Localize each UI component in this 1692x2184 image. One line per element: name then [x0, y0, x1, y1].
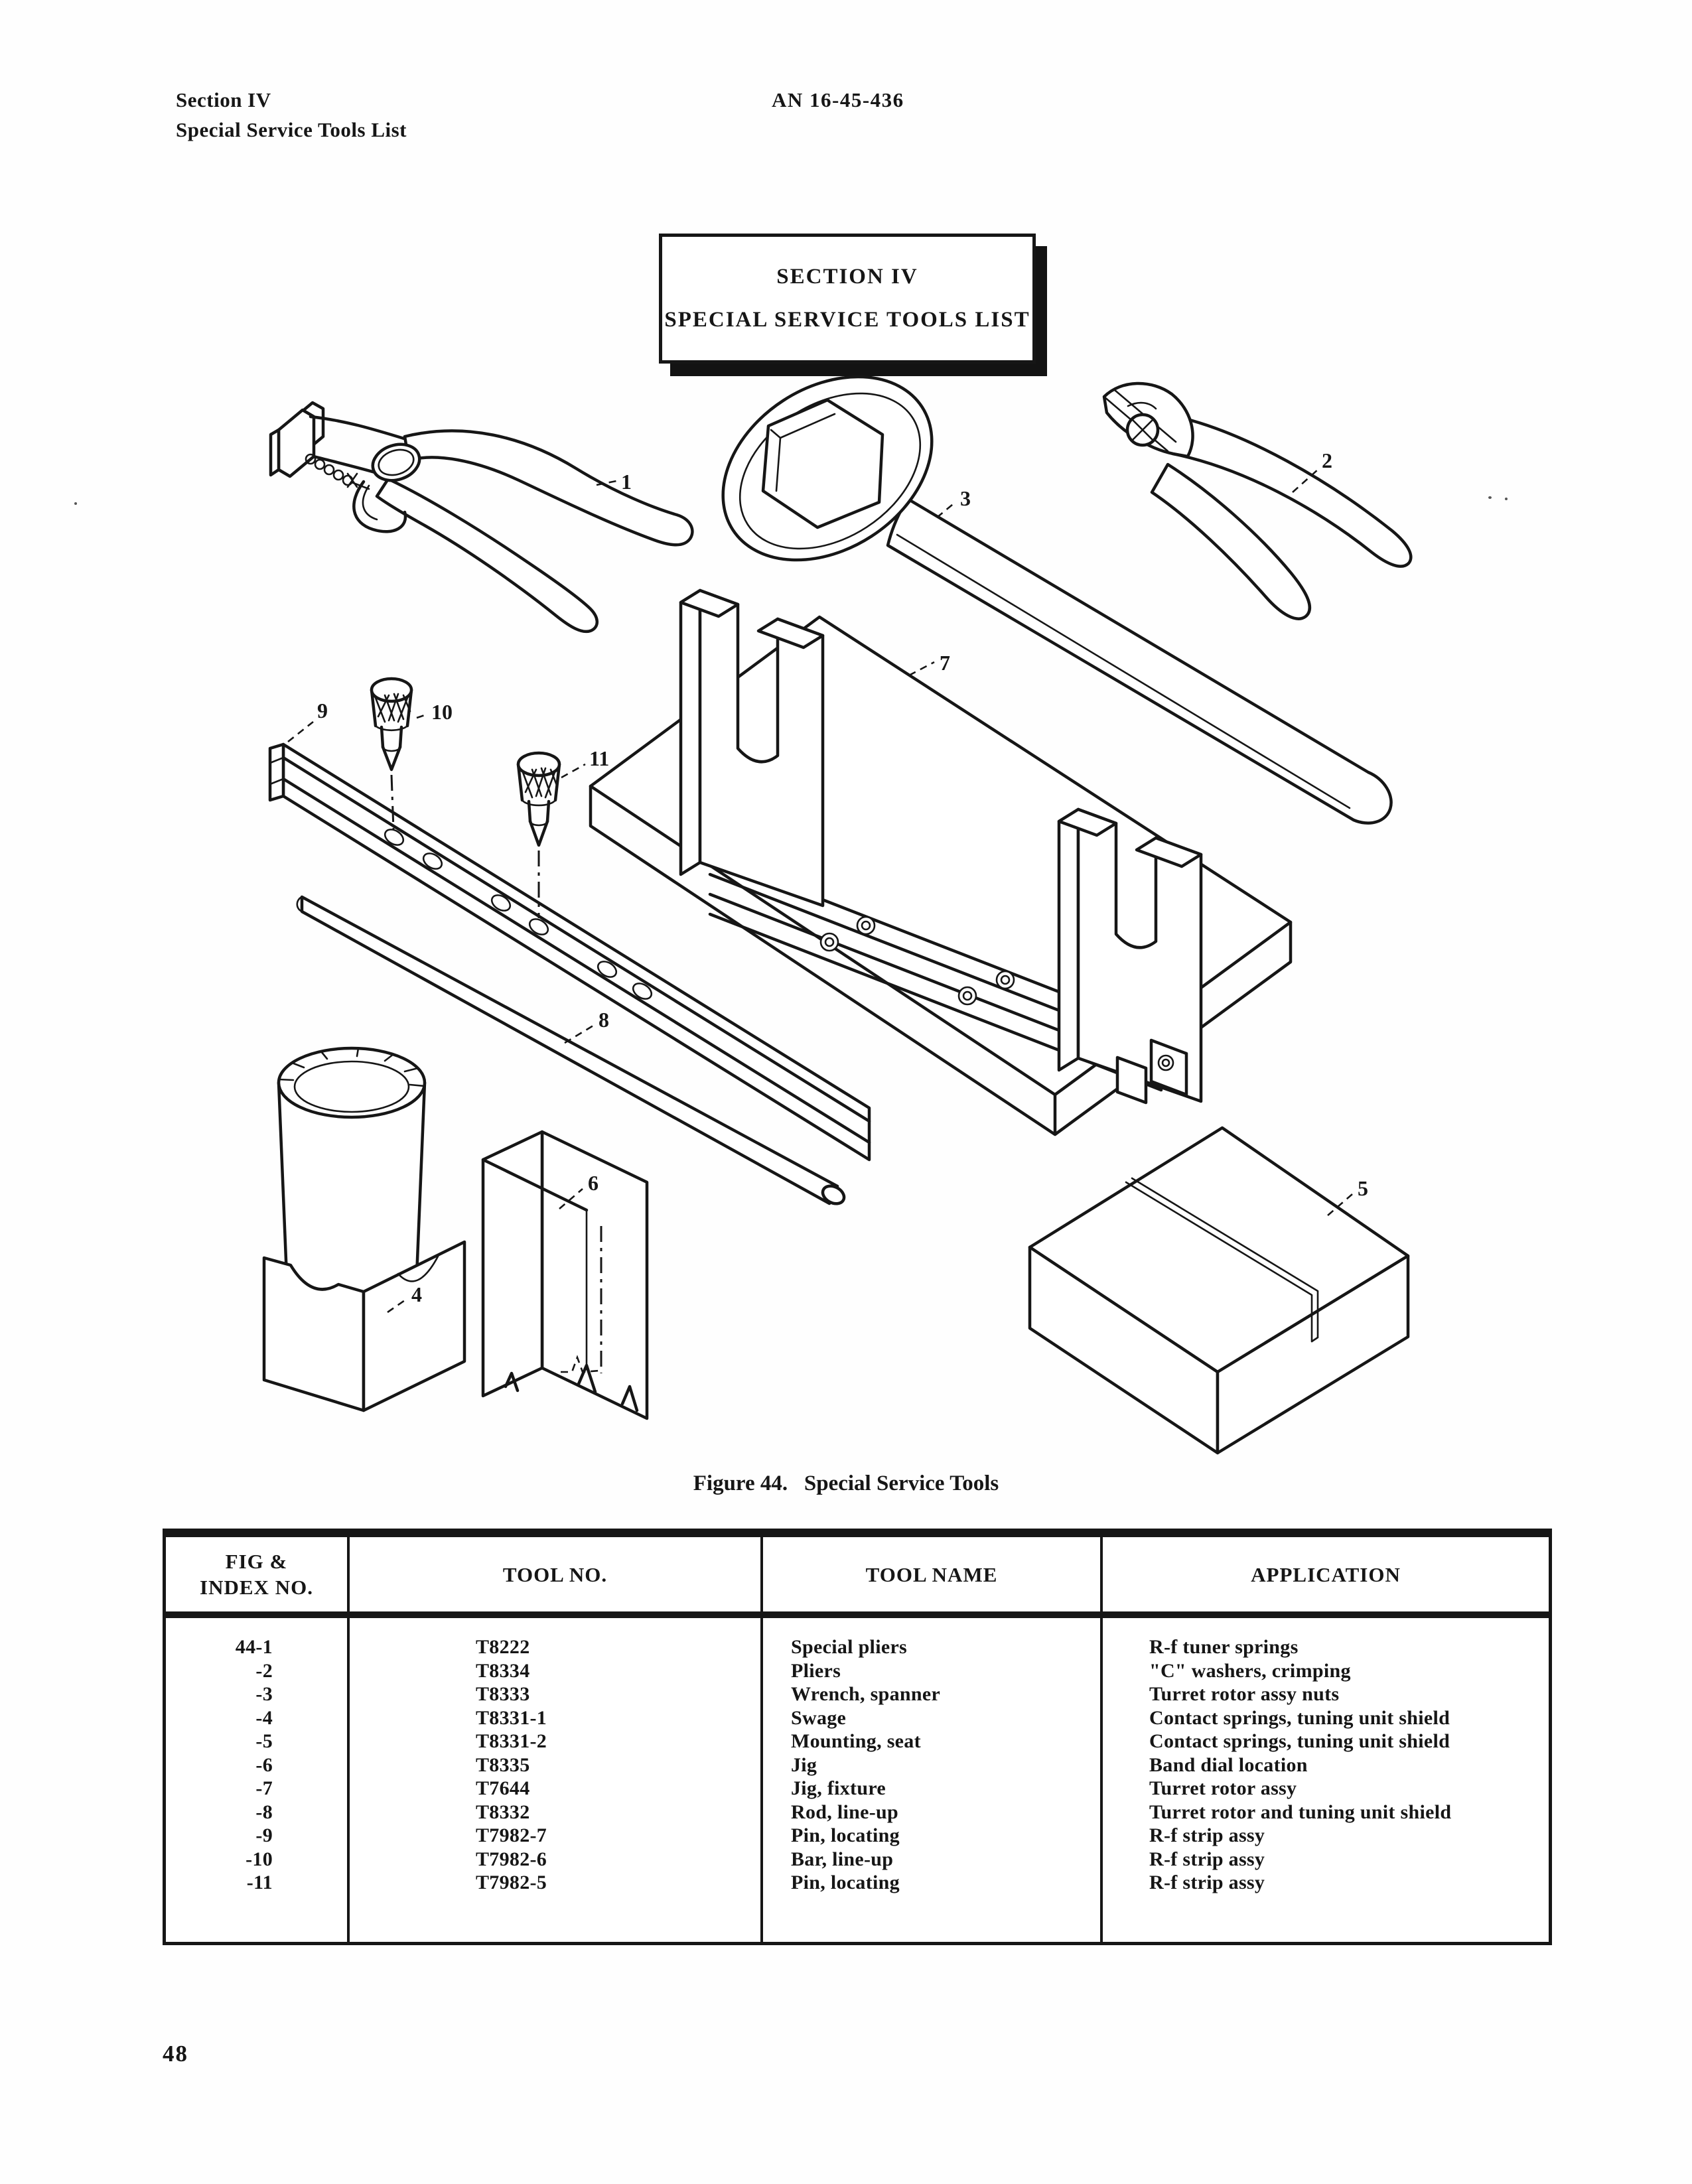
column-application: [1100, 1618, 1549, 1942]
table-cell: -9: [255, 1824, 273, 1846]
figure-caption: Figure 44. Special Service Tools: [693, 1471, 999, 1495]
column-tool-no: [347, 1618, 760, 1942]
callout-11: 11: [589, 746, 610, 770]
section-title-line1: SECTION IV: [776, 265, 918, 289]
callout-10: 10: [431, 700, 453, 724]
table-cell: Contact springs, tuning unit shield: [1149, 1706, 1450, 1729]
table-cell: -6: [255, 1753, 273, 1776]
table-header-row: [166, 1537, 1549, 1618]
table-cell: Pliers: [791, 1659, 841, 1682]
callout-3: 3: [960, 486, 971, 510]
table-cell: "C" washers, crimping: [1149, 1659, 1351, 1682]
column-fig-index: [166, 1618, 347, 1942]
tool-2-diagonal-pliers: [1104, 383, 1411, 619]
scan-speckle: [1488, 496, 1492, 499]
table-cell: 44-1: [235, 1636, 273, 1658]
table-cell: Turret rotor assy: [1149, 1777, 1297, 1799]
table-cell: Rod, line-up: [791, 1801, 898, 1823]
table-cell: -2: [255, 1659, 273, 1682]
section-label: Section IV: [176, 88, 271, 111]
table-cell: -7: [255, 1777, 273, 1799]
table-cell: T8335: [476, 1753, 530, 1776]
callout-9: 9: [317, 699, 328, 722]
header-tool-no: TOOL NO.: [347, 1537, 760, 1611]
callout-5: 5: [1358, 1176, 1368, 1200]
table-cell: Mounting, seat: [791, 1730, 921, 1752]
table-cell: Bar, line-up: [791, 1848, 894, 1870]
callout-7: 7: [940, 651, 950, 675]
tools-table: [163, 1529, 1552, 1945]
table-cell: -10: [246, 1848, 273, 1870]
table-cell: T8222: [476, 1636, 530, 1658]
table-cell: Contact springs, tuning unit shield: [1149, 1730, 1450, 1752]
table-cell: R-f strip assy: [1149, 1848, 1265, 1870]
table-cell: Pin, locating: [791, 1824, 900, 1846]
scan-speckle: [74, 502, 77, 505]
table-cell: -3: [255, 1683, 273, 1705]
callout-6: 6: [588, 1171, 599, 1195]
table-cell: T7982-5: [476, 1872, 547, 1893]
table-cell: T8331-1: [476, 1706, 547, 1729]
tool-5-jig-box: [1030, 1128, 1408, 1453]
tool-1-special-pliers: [271, 403, 692, 632]
table-cell: Jig, fixture: [791, 1777, 886, 1799]
section-title-line2: SPECIAL SERVICE TOOLS LIST: [664, 308, 1030, 332]
table-cell: T7982-6: [476, 1848, 547, 1870]
table-cell: Special pliers: [791, 1636, 908, 1658]
table-cell: R-f tuner springs: [1149, 1636, 1299, 1658]
table-cell: Turret rotor assy nuts: [1149, 1683, 1340, 1705]
pliers-screw-spring: [306, 454, 369, 489]
table-cell: Swage: [791, 1706, 847, 1729]
table-cell: T8333: [476, 1683, 530, 1705]
table-cell: -8: [255, 1801, 273, 1823]
page-number: 48: [163, 2041, 188, 2067]
callout-2: 2: [1322, 448, 1332, 472]
table-cell: T8331-2: [476, 1730, 547, 1752]
callout-1: 1: [621, 470, 632, 494]
table-cell: -11: [246, 1872, 273, 1893]
header-application: APPLICATION: [1100, 1537, 1549, 1611]
table-body: [166, 1618, 1549, 1942]
column-tool-name: [760, 1618, 1100, 1942]
table-cell: Turret rotor and tuning unit shield: [1149, 1801, 1452, 1823]
callout-4: 4: [411, 1282, 422, 1306]
table-cell: R-f strip assy: [1149, 1824, 1265, 1846]
table-cell: T8334: [476, 1659, 530, 1682]
tool-4-swage: [264, 1048, 464, 1410]
section-title-small: Special Service Tools List: [176, 118, 407, 141]
tool-6-mounting-seat: [483, 1132, 647, 1418]
table-cell: Band dial location: [1149, 1753, 1308, 1776]
callout-8: 8: [599, 1008, 609, 1032]
document-number: AN 16-45-436: [772, 88, 904, 111]
table-cell: T7644: [476, 1777, 530, 1799]
table-cell: T8332: [476, 1801, 530, 1823]
table-cell: Pin, locating: [791, 1872, 900, 1893]
header-fig-index: FIG & INDEX NO.: [200, 1550, 313, 1599]
table-cell: Wrench, spanner: [791, 1683, 941, 1705]
table-cell: R-f strip assy: [1149, 1872, 1265, 1893]
table-cell: Jig: [791, 1753, 817, 1776]
scan-speckle: [1505, 498, 1508, 500]
table-cell: T7982-7: [476, 1824, 547, 1846]
table-cell: -4: [255, 1706, 273, 1729]
header-tool-name: TOOL NAME: [760, 1537, 1100, 1611]
table-cell: -5: [255, 1730, 273, 1752]
